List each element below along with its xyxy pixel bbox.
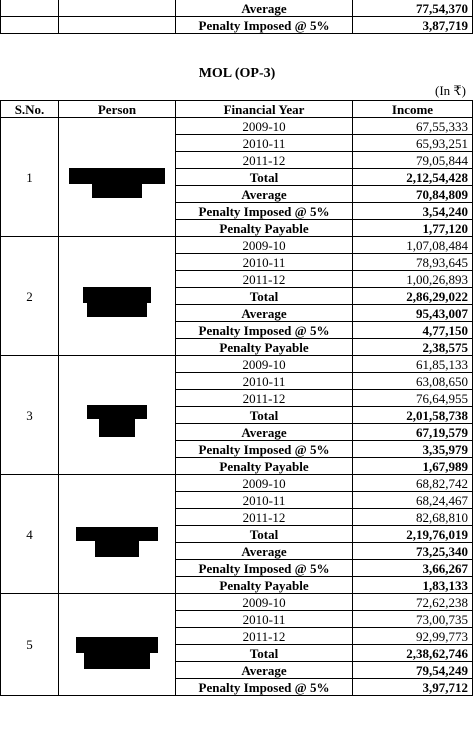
income-value: 68,24,467	[353, 492, 473, 509]
summary-label: Total	[176, 169, 353, 186]
summary-value: 73,25,340	[353, 543, 473, 560]
fragment-label: Penalty Imposed @ 5%	[176, 17, 353, 34]
year-row	[1, 594, 473, 611]
summary-label: Penalty Imposed @ 5%	[176, 322, 353, 339]
financial-year: 2009-10	[176, 356, 353, 373]
income-value: 65,93,251	[353, 135, 473, 152]
summary-value: 2,12,54,428	[353, 169, 473, 186]
summary-label: Average	[176, 543, 353, 560]
summary-value: 2,19,76,019	[353, 526, 473, 543]
income-value: 73,00,735	[353, 611, 473, 628]
summary-label: Average	[176, 424, 353, 441]
year-row	[1, 475, 473, 492]
financial-year: 2011-12	[176, 390, 353, 407]
summary-value: 2,86,29,022	[353, 288, 473, 305]
income-value: 61,85,133	[353, 356, 473, 373]
financial-year: 2011-12	[176, 509, 353, 526]
summary-value: 4,77,150	[353, 322, 473, 339]
fragment-blank-cell	[1, 17, 59, 34]
summary-label: Penalty Payable	[176, 220, 353, 237]
redaction-block	[76, 527, 158, 557]
header-income: Income	[353, 101, 473, 118]
fragment-blank-cell	[59, 0, 176, 17]
person-name-redacted	[59, 475, 176, 594]
person-name-redacted	[59, 356, 176, 475]
financial-year: 2011-12	[176, 152, 353, 169]
summary-value: 70,84,809	[353, 186, 473, 203]
income-value: 63,08,650	[353, 373, 473, 390]
income-value: 76,64,955	[353, 390, 473, 407]
fragment-value: 3,87,719	[353, 17, 473, 34]
income-value: 82,68,810	[353, 509, 473, 526]
financial-year: 2010-11	[176, 254, 353, 271]
summary-label: Total	[176, 526, 353, 543]
summary-value: 3,54,240	[353, 203, 473, 220]
serial-number: 2	[1, 237, 59, 356]
summary-value: 95,43,007	[353, 305, 473, 322]
income-value: 92,99,773	[353, 628, 473, 645]
fragment-value: 77,54,370	[353, 0, 473, 17]
summary-label: Penalty Imposed @ 5%	[176, 203, 353, 220]
income-value: 78,93,645	[353, 254, 473, 271]
financial-year: 2009-10	[176, 118, 353, 135]
financial-year: 2009-10	[176, 237, 353, 254]
fragment-blank-cell	[1, 0, 59, 17]
redaction-block	[76, 637, 158, 669]
income-value: 72,62,238	[353, 594, 473, 611]
year-row	[1, 118, 473, 135]
financial-year: 2009-10	[176, 475, 353, 492]
summary-value: 2,01,58,738	[353, 407, 473, 424]
redaction-block	[83, 287, 151, 317]
fragment-row	[1, 0, 473, 17]
redaction-block	[87, 405, 147, 437]
income-value: 1,07,08,484	[353, 237, 473, 254]
summary-label: Total	[176, 407, 353, 424]
income-value: 1,00,26,893	[353, 271, 473, 288]
fragment-label: Average	[176, 0, 353, 17]
income-penalty-table	[0, 100, 473, 696]
summary-label: Total	[176, 288, 353, 305]
header-person: Person	[59, 101, 176, 118]
summary-label: Average	[176, 662, 353, 679]
summary-label: Penalty Payable	[176, 577, 353, 594]
financial-year: 2009-10	[176, 594, 353, 611]
summary-value: 2,38,575	[353, 339, 473, 356]
financial-year: 2010-11	[176, 611, 353, 628]
summary-value: 79,54,249	[353, 662, 473, 679]
summary-label: Total	[176, 645, 353, 662]
summary-label: Penalty Payable	[176, 458, 353, 475]
table-caption: MOL (OP-3)	[198, 66, 276, 81]
header-sno: S.No.	[1, 101, 59, 118]
summary-label: Penalty Imposed @ 5%	[176, 560, 353, 577]
income-value: 79,05,844	[353, 152, 473, 169]
summary-label: Average	[176, 186, 353, 203]
person-name-redacted	[59, 118, 176, 237]
serial-number: 3	[1, 356, 59, 475]
summary-value: 1,83,133	[353, 577, 473, 594]
year-row	[1, 356, 473, 373]
summary-value: 1,77,120	[353, 220, 473, 237]
financial-year: 2010-11	[176, 135, 353, 152]
serial-number: 5	[1, 594, 59, 696]
income-value: 68,82,742	[353, 475, 473, 492]
summary-value: 1,67,989	[353, 458, 473, 475]
financial-year: 2011-12	[176, 628, 353, 645]
summary-value: 2,38,62,746	[353, 645, 473, 662]
summary-value: 67,19,579	[353, 424, 473, 441]
summary-label: Penalty Payable	[176, 339, 353, 356]
redaction-block	[69, 168, 165, 198]
financial-year: 2010-11	[176, 492, 353, 509]
currency-unit-note: (In ₹)	[434, 83, 466, 98]
serial-number: 1	[1, 118, 59, 237]
previous-table-fragment	[0, 0, 473, 34]
fragment-row	[1, 17, 473, 34]
income-value: 67,55,333	[353, 118, 473, 135]
table-header-row	[1, 101, 473, 118]
summary-value: 3,35,979	[353, 441, 473, 458]
person-name-redacted	[59, 237, 176, 356]
financial-year: 2010-11	[176, 373, 353, 390]
serial-number: 4	[1, 475, 59, 594]
header-financial-year: Financial Year	[176, 101, 353, 118]
financial-year: 2011-12	[176, 271, 353, 288]
summary-value: 3,66,267	[353, 560, 473, 577]
person-name-redacted	[59, 594, 176, 696]
year-row	[1, 237, 473, 254]
fragment-blank-cell	[59, 17, 176, 34]
summary-label: Penalty Imposed @ 5%	[176, 679, 353, 696]
summary-value: 3,97,712	[353, 679, 473, 696]
summary-label: Average	[176, 305, 353, 322]
summary-label: Penalty Imposed @ 5%	[176, 441, 353, 458]
